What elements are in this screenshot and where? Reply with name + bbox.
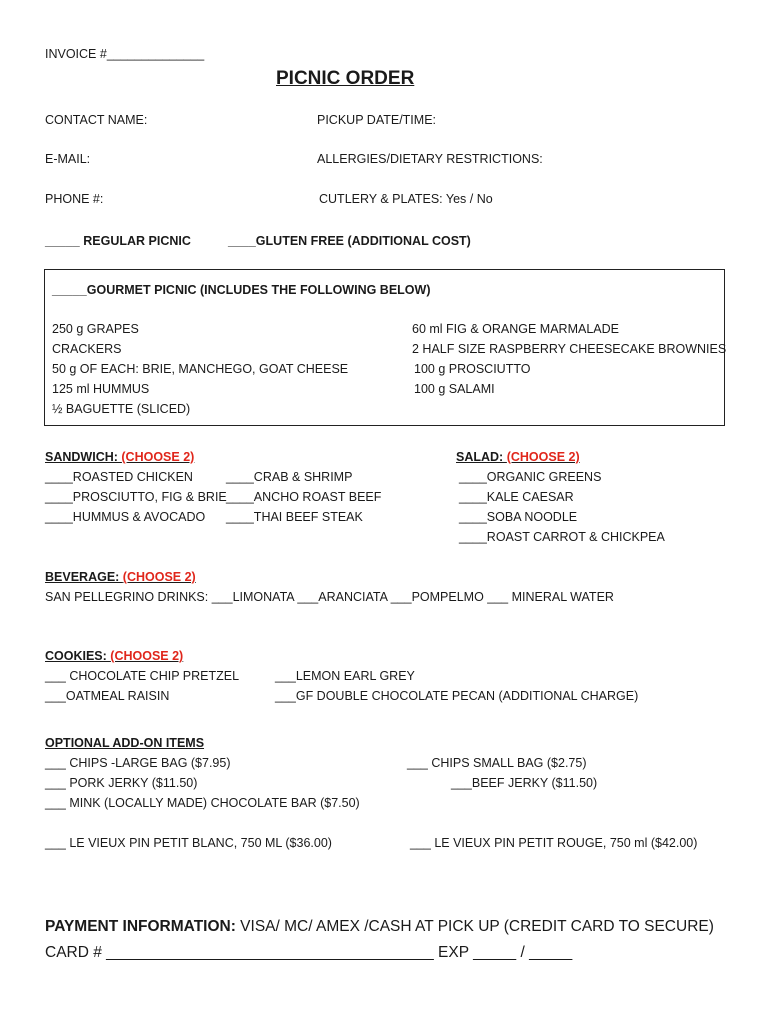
card-number-field[interactable]: CARD # ______________________________________ EXP _____ / _____ bbox=[45, 944, 573, 961]
regular-picnic-option[interactable]: _____ REGULAR PICNIC bbox=[45, 234, 191, 248]
salad-option[interactable]: ____ORGANIC GREENS bbox=[459, 470, 602, 484]
phone-label: PHONE #: bbox=[45, 192, 104, 206]
sandwich-heading: SANDWICH: (CHOOSE 2) bbox=[45, 450, 195, 464]
sandwich-option[interactable]: ____HUMMUS & AVOCADO bbox=[45, 510, 206, 524]
gourmet-item: CRACKERS bbox=[52, 342, 122, 356]
pickup-datetime-label: PICKUP DATE/TIME: bbox=[317, 113, 437, 127]
gourmet-item: 2 HALF SIZE RASPBERRY CHEESECAKE BROWNIES bbox=[412, 342, 727, 356]
salad-option[interactable]: ____SOBA NOODLE bbox=[459, 510, 578, 524]
page-title: PICNIC ORDER bbox=[276, 68, 415, 89]
gourmet-item: 50 g OF EACH: BRIE, MANCHEGO, GOAT CHEESE bbox=[52, 362, 349, 376]
allergies-label: ALLERGIES/DIETARY RESTRICTIONS: bbox=[317, 152, 543, 166]
gourmet-item: 100 g PROSCIUTTO bbox=[414, 362, 531, 376]
gourmet-item: 250 g GRAPES bbox=[52, 322, 139, 336]
sandwich-option[interactable]: ____ANCHO ROAST BEEF bbox=[226, 490, 382, 504]
salad-choose-note: (CHOOSE 2) bbox=[506, 450, 580, 464]
salad-heading: SALAD: (CHOOSE 2) bbox=[456, 450, 580, 464]
cookies-choose-note: (CHOOSE 2) bbox=[110, 649, 184, 663]
gourmet-item: 125 ml HUMMUS bbox=[52, 382, 150, 396]
gourmet-item: ½ BAGUETTE (SLICED) bbox=[52, 402, 191, 416]
sandwich-choose-note: (CHOOSE 2) bbox=[121, 450, 195, 464]
gourmet-item: 100 g SALAMI bbox=[414, 382, 495, 396]
addon-option[interactable]: ___ CHIPS -LARGE BAG ($7.95) bbox=[45, 756, 231, 770]
sandwich-option[interactable]: ____PROSCIUTTO, FIG & BRIE bbox=[45, 490, 227, 504]
cookie-option[interactable]: ___LEMON EARL GREY bbox=[275, 669, 415, 683]
payment-methods: VISA/ MC/ AMEX /CASH AT PICK UP (CREDIT CARD TO SECURE) bbox=[235, 918, 714, 935]
beverage-choose-note: (CHOOSE 2) bbox=[122, 570, 196, 584]
sandwich-option[interactable]: ____THAI BEEF STEAK bbox=[226, 510, 363, 524]
cookie-option[interactable]: ___ CHOCOLATE CHIP PRETZEL bbox=[45, 669, 240, 683]
cookie-option[interactable]: ___GF DOUBLE CHOCOLATE PECAN (ADDITIONAL CHARGE) bbox=[275, 689, 639, 703]
gourmet-picnic-option[interactable]: _____GOURMET PICNIC (INCLUDES THE FOLLOWING BELOW) bbox=[52, 283, 431, 297]
payment-info-line bbox=[45, 918, 714, 937]
payment-label: PAYMENT INFORMATION: bbox=[45, 918, 236, 935]
cutlery-plates-option[interactable]: CUTLERY & PLATES: Yes / No bbox=[319, 192, 493, 206]
addon-option[interactable]: ___ CHIPS SMALL BAG ($2.75) bbox=[407, 756, 587, 770]
contact-name-label: CONTACT NAME: bbox=[45, 113, 148, 127]
invoice-number-field[interactable]: INVOICE #______________ bbox=[45, 47, 205, 61]
addon-option[interactable]: ___BEEF JERKY ($11.50) bbox=[451, 776, 598, 790]
beverage-options-line[interactable]: SAN PELLEGRINO DRINKS: ___LIMONATA ___ARANCIATA ___POMPELMO ___ MINERAL WATER bbox=[45, 590, 614, 604]
cookie-option[interactable]: ___OATMEAL RAISIN bbox=[45, 689, 170, 703]
beverage-heading: BEVERAGE: (CHOOSE 2) bbox=[45, 570, 196, 584]
salad-option[interactable]: ____KALE CAESAR bbox=[459, 490, 574, 504]
cookies-heading: COOKIES: (CHOOSE 2) bbox=[45, 649, 184, 663]
sandwich-option[interactable]: ____CRAB & SHRIMP bbox=[226, 470, 353, 484]
addon-option[interactable]: ___ PORK JERKY ($11.50) bbox=[45, 776, 198, 790]
salad-option[interactable]: ____ROAST CARROT & CHICKPEA bbox=[459, 530, 665, 544]
gluten-free-option[interactable]: ____GLUTEN FREE (ADDITIONAL COST) bbox=[228, 234, 471, 248]
gourmet-item: 60 ml FIG & ORANGE MARMALADE bbox=[412, 322, 619, 336]
addon-option[interactable]: ___ MINK (LOCALLY MADE) CHOCOLATE BAR ($7.50) bbox=[45, 796, 360, 810]
wine-blanc-option[interactable]: ___ LE VIEUX PIN PETIT BLANC, 750 ML ($36.00) bbox=[45, 836, 332, 850]
addons-heading: OPTIONAL ADD-ON ITEMS bbox=[45, 736, 205, 750]
wine-rouge-option[interactable]: ___ LE VIEUX PIN PETIT ROUGE, 750 ml ($42.00) bbox=[410, 836, 698, 850]
sandwich-option[interactable]: ____ROASTED CHICKEN bbox=[45, 470, 193, 484]
email-label: E-MAIL: bbox=[45, 152, 91, 166]
